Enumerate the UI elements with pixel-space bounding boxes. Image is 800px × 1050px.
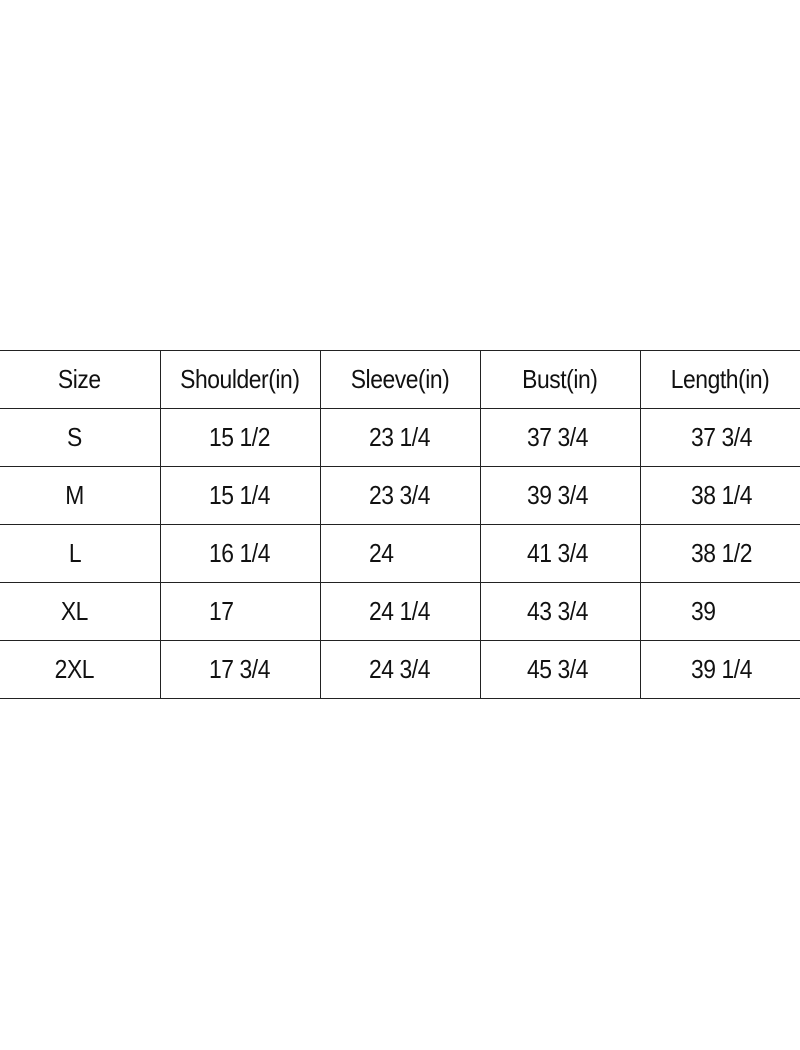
header-bust: Bust(in) [480, 351, 640, 409]
table-row [0, 467, 800, 525]
table-row [0, 409, 800, 467]
sleeve-cell: 24 3/4 [320, 641, 480, 699]
length-cell: 38 1/4 [640, 467, 800, 525]
shoulder-cell: 16 1/4 [160, 525, 320, 583]
length-cell: 37 3/4 [640, 409, 800, 467]
header-row [0, 351, 800, 409]
bust-cell: 43 3/4 [480, 583, 640, 641]
size-chart-table [0, 350, 800, 699]
bust-cell: 37 3/4 [480, 409, 640, 467]
size-cell: 2XL [0, 641, 160, 699]
sleeve-cell: 23 3/4 [320, 467, 480, 525]
shoulder-cell: 17 3/4 [160, 641, 320, 699]
header-length: Length(in) [640, 351, 800, 409]
shoulder-cell: 17 [160, 583, 320, 641]
bust-cell: 45 3/4 [480, 641, 640, 699]
bust-cell: 41 3/4 [480, 525, 640, 583]
header-sleeve: Sleeve(in) [320, 351, 480, 409]
header-size: Size [0, 351, 160, 409]
bust-cell: 39 3/4 [480, 467, 640, 525]
sleeve-cell: 24 1/4 [320, 583, 480, 641]
size-cell: M [0, 467, 160, 525]
shoulder-cell: 15 1/2 [160, 409, 320, 467]
length-cell: 39 1/4 [640, 641, 800, 699]
size-cell: XL [0, 583, 160, 641]
shoulder-cell: 15 1/4 [160, 467, 320, 525]
size-cell: L [0, 525, 160, 583]
sleeve-cell: 23 1/4 [320, 409, 480, 467]
length-cell: 38 1/2 [640, 525, 800, 583]
header-shoulder: Shoulder(in) [160, 351, 320, 409]
table-row [0, 525, 800, 583]
table-row [0, 641, 800, 699]
table-row [0, 583, 800, 641]
size-cell: S [0, 409, 160, 467]
length-cell: 39 [640, 583, 800, 641]
sleeve-cell: 24 [320, 525, 480, 583]
